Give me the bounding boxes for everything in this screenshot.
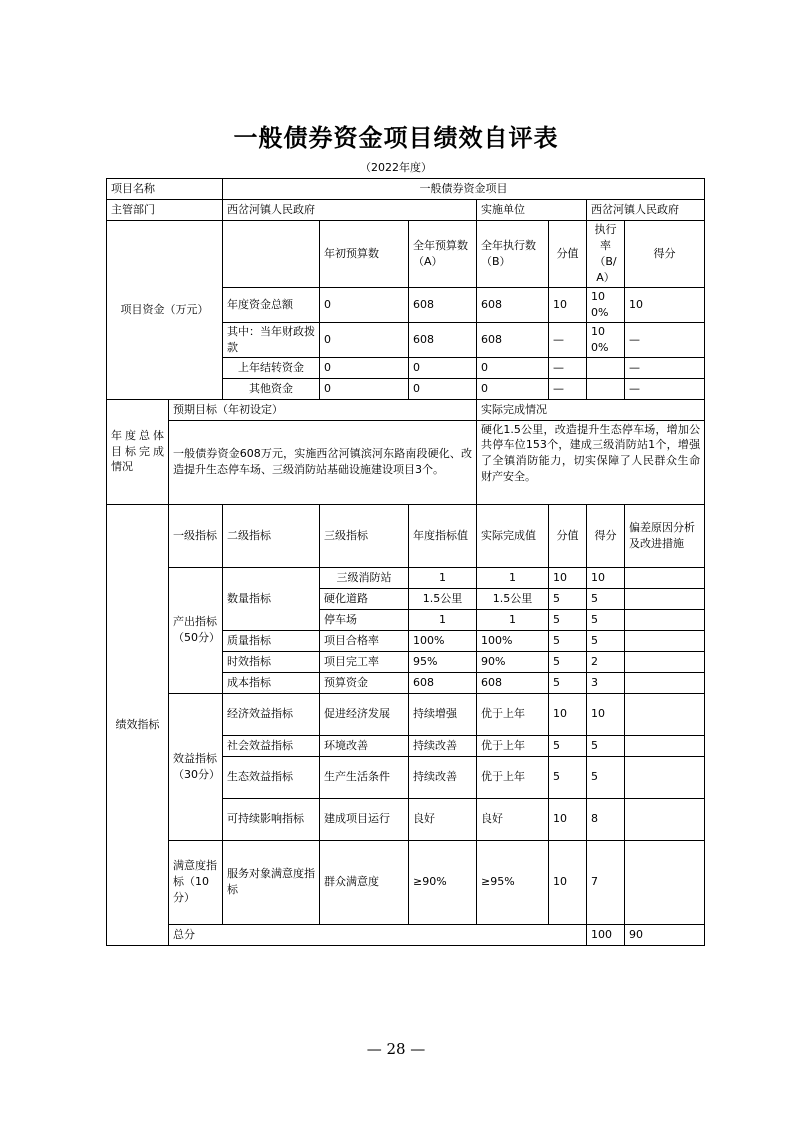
funds-cell: 608 — [409, 287, 477, 322]
level1-indicator: 效益指标（30分） — [169, 693, 223, 840]
impl-label: 实施单位 — [477, 200, 587, 221]
actual-result-text: 硬化1.5公里，改造提升生态停车场，增加公共停车位153个，建成三级消防站1个，增强了全镇消防能力，切实保障了人民群众生命财产安全。 — [477, 420, 705, 504]
target-value: 1.5公里 — [409, 588, 477, 609]
deviation-cell — [625, 630, 705, 651]
score: 5 — [587, 756, 625, 798]
funds-cell: 0 — [477, 378, 549, 399]
actual-value: 100% — [477, 630, 549, 651]
perf-col-header: 实际完成值 — [477, 504, 549, 567]
funds-cell: 100% — [587, 287, 625, 322]
expected-goal-text: 一般债券资金608万元，实施西岔河镇滨河东路南段硬化、改造提升生态停车场、三级消防站基础设施建设项目3个。 — [169, 420, 477, 504]
funds-cell: 0 — [320, 378, 409, 399]
page-title: 一般债券资金项目绩效自评表 — [233, 123, 559, 152]
actual-value: 良好 — [477, 798, 549, 840]
level2-indicator: 生态效益指标 — [223, 756, 320, 798]
score-max: 10 — [549, 840, 587, 924]
deviation-cell — [625, 672, 705, 693]
funds-cell: 0 — [477, 357, 549, 378]
score-max: 5 — [549, 588, 587, 609]
funds-cell: — — [625, 357, 705, 378]
funds-cell: 608 — [409, 322, 477, 357]
level2-indicator: 可持续影响指标 — [223, 798, 320, 840]
funds-cell: — — [625, 378, 705, 399]
funds-cell: — — [549, 357, 587, 378]
actual-result-label: 实际完成情况 — [477, 399, 705, 420]
funds-cell: 0 — [409, 357, 477, 378]
funds-cell: — — [549, 378, 587, 399]
level3-indicator: 环境改善 — [320, 735, 409, 756]
deviation-cell — [625, 798, 705, 840]
level1-indicator: 满意度指标（10分） — [169, 840, 223, 924]
score: 5 — [587, 630, 625, 651]
impl-value: 西岔河镇人民政府 — [587, 200, 705, 221]
funds-col-header: 全年执行数（B） — [477, 221, 549, 288]
score-max: 5 — [549, 630, 587, 651]
actual-value: 优于上年 — [477, 756, 549, 798]
funds-col-header: 得分 — [625, 221, 705, 288]
score-max: 5 — [549, 735, 587, 756]
deviation-cell — [625, 840, 705, 924]
actual-value: 优于上年 — [477, 693, 549, 735]
page-subtitle: （2022年度） — [360, 161, 432, 174]
level2-indicator: 数量指标 — [223, 567, 320, 630]
level3-indicator: 三级消防站 — [320, 567, 409, 588]
score: 2 — [587, 651, 625, 672]
perf-label: 绩效指标 — [107, 504, 169, 945]
deviation-cell — [625, 651, 705, 672]
perf-col-header: 偏差原因分析及改进措施 — [625, 504, 705, 567]
level3-indicator: 促进经济发展 — [320, 693, 409, 735]
level3-indicator: 硬化道路 — [320, 588, 409, 609]
target-value: 1 — [409, 609, 477, 630]
target-value: ≥90% — [409, 840, 477, 924]
actual-value: ≥95% — [477, 840, 549, 924]
funds-cell: — — [625, 322, 705, 357]
level2-indicator: 质量指标 — [223, 630, 320, 651]
level3-indicator: 建成项目运行 — [320, 798, 409, 840]
score-max: 10 — [549, 693, 587, 735]
score-max: 5 — [549, 651, 587, 672]
funds-row-name: 上年结转资金 — [223, 357, 320, 378]
level2-indicator: 社会效益指标 — [223, 735, 320, 756]
deviation-cell — [625, 756, 705, 798]
actual-value: 1 — [477, 567, 549, 588]
actual-value: 90% — [477, 651, 549, 672]
score-max: 5 — [549, 672, 587, 693]
target-value: 1 — [409, 567, 477, 588]
score: 5 — [587, 609, 625, 630]
level3-indicator: 项目合格率 — [320, 630, 409, 651]
project-name-label: 项目名称 — [107, 179, 223, 200]
level2-indicator: 服务对象满意度指标 — [223, 840, 320, 924]
funds-cell: 608 — [477, 322, 549, 357]
perf-col-header: 一级指标 — [169, 504, 223, 567]
funds-row-name: 其他资金 — [223, 378, 320, 399]
funds-label: 项目资金（万元） — [107, 221, 223, 400]
funds-cell — [587, 378, 625, 399]
funds-cell: 10 — [625, 287, 705, 322]
actual-value: 1 — [477, 609, 549, 630]
dept-label: 主管部门 — [107, 200, 223, 221]
funds-cell: 0 — [409, 378, 477, 399]
actual-value: 1.5公里 — [477, 588, 549, 609]
evaluation-table — [106, 178, 705, 946]
target-value: 持续改善 — [409, 735, 477, 756]
goals-label: 年度总体目标完成情况 — [107, 399, 169, 504]
target-value: 良好 — [409, 798, 477, 840]
level3-indicator: 项目完工率 — [320, 651, 409, 672]
perf-col-header: 二级指标 — [223, 504, 320, 567]
deviation-cell — [625, 588, 705, 609]
funds-row-name: 年度资金总额 — [223, 287, 320, 322]
score: 5 — [587, 588, 625, 609]
level3-indicator: 预算资金 — [320, 672, 409, 693]
funds-col-header: 分值 — [549, 221, 587, 288]
deviation-cell — [625, 609, 705, 630]
score: 10 — [587, 693, 625, 735]
target-value: 95% — [409, 651, 477, 672]
level2-indicator: 成本指标 — [223, 672, 320, 693]
actual-value: 优于上年 — [477, 735, 549, 756]
total-score-max: 100 — [587, 924, 625, 945]
deviation-cell — [625, 693, 705, 735]
deviation-cell — [625, 735, 705, 756]
score: 5 — [587, 735, 625, 756]
perf-col-header: 分值 — [549, 504, 587, 567]
perf-col-header: 得分 — [587, 504, 625, 567]
score-max: 5 — [549, 756, 587, 798]
funds-cell: — — [549, 322, 587, 357]
score: 7 — [587, 840, 625, 924]
level3-indicator: 生产生活条件 — [320, 756, 409, 798]
perf-col-header: 年度指标值 — [409, 504, 477, 567]
level1-indicator: 产出指标（50分） — [169, 567, 223, 693]
level2-indicator: 经济效益指标 — [223, 693, 320, 735]
dept-value: 西岔河镇人民政府 — [223, 200, 477, 221]
target-value: 608 — [409, 672, 477, 693]
funds-col-header: 执行率（B/A） — [587, 221, 625, 288]
target-value: 100% — [409, 630, 477, 651]
funds-row-name: 其中：当年财政拨款 — [223, 322, 320, 357]
funds-cell: 10 — [549, 287, 587, 322]
total-score: 90 — [625, 924, 705, 945]
score: 8 — [587, 798, 625, 840]
actual-value: 608 — [477, 672, 549, 693]
funds-blank-cell — [223, 221, 320, 288]
page-number: — 28 — — [366, 1040, 426, 1058]
total-label: 总分 — [169, 924, 587, 945]
project-name-value: 一般债券资金项目 — [223, 179, 705, 200]
funds-cell: 0 — [320, 357, 409, 378]
perf-col-header: 三级指标 — [320, 504, 409, 567]
target-value: 持续增强 — [409, 693, 477, 735]
level2-indicator: 时效指标 — [223, 651, 320, 672]
target-value: 持续改善 — [409, 756, 477, 798]
funds-cell: 100% — [587, 322, 625, 357]
funds-cell: 0 — [320, 322, 409, 357]
funds-cell — [587, 357, 625, 378]
funds-col-header: 年初预算数 — [320, 221, 409, 288]
level3-indicator: 停车场 — [320, 609, 409, 630]
deviation-cell — [625, 567, 705, 588]
funds-cell: 608 — [477, 287, 549, 322]
score-max: 5 — [549, 609, 587, 630]
funds-col-header: 全年预算数（A） — [409, 221, 477, 288]
score: 3 — [587, 672, 625, 693]
funds-cell: 0 — [320, 287, 409, 322]
expected-goal-label: 预期目标（年初设定） — [169, 399, 477, 420]
score-max: 10 — [549, 567, 587, 588]
score-max: 10 — [549, 798, 587, 840]
score: 10 — [587, 567, 625, 588]
level3-indicator: 群众满意度 — [320, 840, 409, 924]
